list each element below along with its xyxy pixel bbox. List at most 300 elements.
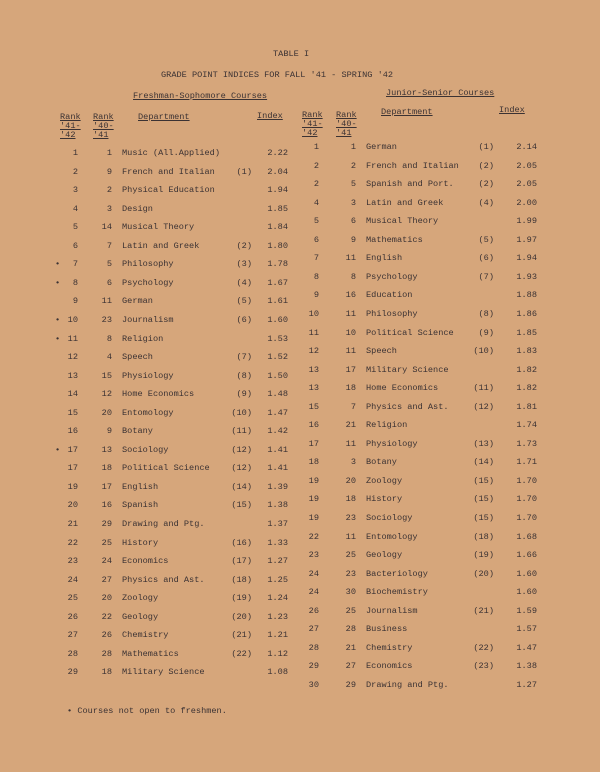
index-cell: 1.85 bbox=[516, 327, 537, 338]
rank-40-41-cell: 9 bbox=[106, 166, 112, 177]
index-rank-cell: (11) bbox=[473, 383, 494, 394]
table-row bbox=[0, 643, 600, 657]
department-cell: Philosophy bbox=[366, 308, 418, 319]
index-rank-cell: (15) bbox=[473, 513, 494, 523]
rank-41-42-cell: 9 bbox=[72, 296, 78, 307]
rank-40-41-cell: 4 bbox=[106, 352, 112, 363]
rank-41-42-cell: 6 bbox=[313, 234, 319, 245]
rank-40-41-cell: 3 bbox=[350, 457, 356, 468]
rank-41-42-cell: 3 bbox=[72, 185, 78, 196]
index-rank-cell: (5) bbox=[236, 296, 252, 307]
rank-40-41-cell: 12 bbox=[101, 389, 112, 400]
table-row bbox=[0, 457, 600, 474]
index-rank-cell: (10) bbox=[473, 346, 494, 357]
index-cell: 1.33 bbox=[267, 537, 288, 548]
department-cell: Spanish and Port. bbox=[366, 179, 454, 190]
index-cell: 1.47 bbox=[267, 407, 288, 418]
index-header: Index bbox=[499, 105, 525, 115]
index-cell: 1.71 bbox=[516, 457, 537, 468]
header-line: Rank bbox=[60, 112, 81, 122]
mark-bullet: • bbox=[55, 314, 61, 325]
index-cell: 2.05 bbox=[516, 160, 537, 171]
department-cell: Bacteriology bbox=[366, 568, 428, 579]
index-cell: 2.14 bbox=[516, 142, 537, 152]
index-rank-cell: (15) bbox=[231, 500, 252, 511]
index-cell: 2.22 bbox=[267, 148, 288, 158]
mark-bullet: • bbox=[55, 259, 61, 270]
index-cell: 1.12 bbox=[267, 648, 288, 659]
department-cell: Geology bbox=[122, 611, 159, 622]
index-rank-cell: (9) bbox=[478, 327, 494, 338]
rank-41-42-cell: 13 bbox=[308, 383, 319, 394]
rank-41-42-cell: 16 bbox=[308, 420, 319, 431]
department-cell: Biochemistry bbox=[366, 587, 428, 598]
index-cell: 1.53 bbox=[267, 333, 288, 344]
rank-41-42-cell: 8 bbox=[72, 277, 78, 288]
rank-41-42-cell: 24 bbox=[308, 568, 319, 579]
department-cell: Drawing and Ptg. bbox=[366, 679, 449, 690]
rank-40-41-cell: 5 bbox=[350, 179, 356, 190]
index-rank-cell: (17) bbox=[231, 556, 252, 567]
index-cell: 1.27 bbox=[516, 679, 537, 690]
rank-40-41-cell: 14 bbox=[101, 222, 112, 233]
table-row bbox=[0, 661, 600, 678]
header-line: '42 bbox=[302, 128, 318, 138]
index-rank-cell: (4) bbox=[236, 277, 252, 288]
rank-41-42-cell: 23 bbox=[67, 556, 78, 567]
rank-40-41-cell: 11 bbox=[345, 438, 356, 449]
rank-40-41-cell: 6 bbox=[350, 216, 356, 227]
rank-40-41-cell: 2 bbox=[106, 185, 112, 196]
rank-40-41-cell: 24 bbox=[101, 556, 112, 567]
index-rank-cell: (22) bbox=[473, 642, 494, 653]
rank-41-42-cell: 2 bbox=[313, 160, 319, 171]
department-cell: Physiology bbox=[122, 370, 174, 381]
table-row bbox=[0, 328, 600, 342]
footnote: • Courses not open to freshmen. bbox=[67, 706, 227, 716]
index-cell: 1.59 bbox=[516, 605, 537, 616]
index-cell: 1.52 bbox=[267, 352, 288, 363]
rank-41-42-cell: 15 bbox=[308, 401, 319, 412]
index-cell: 1.68 bbox=[516, 531, 537, 542]
table-row bbox=[0, 606, 600, 620]
rank-40-41-cell: 18 bbox=[345, 494, 356, 505]
department-cell: Political Science bbox=[366, 327, 454, 338]
table-row bbox=[0, 420, 600, 437]
table-row bbox=[0, 346, 600, 363]
rank-41-42-cell: 26 bbox=[308, 605, 319, 616]
index-cell: 1.80 bbox=[267, 240, 288, 251]
rank-41-42-cell: 13 bbox=[308, 364, 319, 375]
table-row bbox=[0, 290, 600, 307]
rank-41-42-header bbox=[302, 111, 323, 138]
department-cell: Music (All.Applied) bbox=[122, 148, 220, 158]
index-cell: 1.66 bbox=[516, 550, 537, 561]
index-cell: 2.05 bbox=[516, 179, 537, 190]
rank-41-42-cell: 19 bbox=[308, 494, 319, 505]
rank-40-41-cell: 2 bbox=[350, 160, 356, 171]
rank-40-41-cell: 17 bbox=[101, 481, 112, 492]
index-rank-cell: (13) bbox=[473, 438, 494, 449]
rank-41-42-cell: 15 bbox=[67, 407, 78, 418]
rank-40-41-cell: 16 bbox=[101, 500, 112, 511]
index-rank-cell: (14) bbox=[473, 457, 494, 468]
index-rank-cell: (8) bbox=[478, 308, 494, 319]
department-cell: Military Science bbox=[122, 667, 205, 678]
department-cell: History bbox=[366, 494, 403, 505]
rank-40-41-cell: 29 bbox=[101, 519, 112, 529]
rank-40-41-cell: 3 bbox=[106, 203, 112, 214]
department-cell: Speech bbox=[122, 352, 153, 363]
index-cell: 1.42 bbox=[267, 426, 288, 437]
index-cell: 1.86 bbox=[516, 308, 537, 319]
rank-40-41-cell: 1 bbox=[106, 148, 112, 158]
table-row bbox=[0, 142, 600, 156]
index-rank-cell: (7) bbox=[478, 271, 494, 282]
rank-41-42-cell: 9 bbox=[313, 290, 319, 301]
department-header: Department bbox=[381, 107, 433, 117]
rank-41-42-cell: 5 bbox=[72, 222, 78, 233]
rank-41-42-cell: 6 bbox=[72, 240, 78, 251]
rank-41-42-cell: 1 bbox=[313, 142, 319, 152]
rank-40-41-header bbox=[336, 111, 357, 138]
index-cell: 1.84 bbox=[267, 222, 288, 233]
rank-40-41-cell: 6 bbox=[106, 277, 112, 288]
department-cell: Entomology bbox=[366, 531, 418, 542]
rank-41-42-cell: 27 bbox=[308, 624, 319, 635]
index-cell: 1.41 bbox=[267, 444, 288, 455]
department-cell: Mathematics bbox=[366, 234, 423, 245]
department-cell: Economics bbox=[366, 661, 413, 672]
rank-41-42-cell: 12 bbox=[308, 346, 319, 357]
rank-41-42-header bbox=[60, 113, 81, 140]
department-cell: German bbox=[366, 142, 397, 152]
rank-41-42-cell: 13 bbox=[67, 370, 78, 381]
index-rank-cell: (1) bbox=[236, 166, 252, 177]
department-cell: Botany bbox=[122, 426, 153, 437]
rank-41-42-cell: 17 bbox=[308, 438, 319, 449]
index-cell: 1.67 bbox=[267, 277, 288, 288]
index-rank-cell: (6) bbox=[236, 314, 252, 325]
table-row bbox=[0, 532, 600, 546]
rank-41-42-cell: 10 bbox=[67, 314, 78, 325]
rank-40-41-cell: 8 bbox=[106, 333, 112, 344]
rank-40-41-cell: 20 bbox=[101, 593, 112, 604]
index-cell: 1.25 bbox=[267, 574, 288, 585]
rank-40-41-cell: 7 bbox=[106, 240, 112, 251]
header-line: '40- bbox=[93, 121, 114, 131]
rank-40-41-cell: 18 bbox=[101, 667, 112, 678]
index-cell: 1.57 bbox=[516, 624, 537, 635]
rank-41-42-cell: 18 bbox=[308, 457, 319, 468]
index-rank-cell: (21) bbox=[473, 605, 494, 616]
rank-40-41-cell: 8 bbox=[350, 271, 356, 282]
mark-bullet: • bbox=[55, 333, 61, 344]
index-cell: 1.47 bbox=[516, 642, 537, 653]
index-rank-cell: (19) bbox=[473, 550, 494, 561]
department-cell: Mathematics bbox=[122, 648, 179, 659]
rank-41-42-cell: 10 bbox=[308, 308, 319, 319]
department-cell: Speech bbox=[366, 346, 397, 357]
rank-40-41-cell: 22 bbox=[101, 611, 112, 622]
index-cell: 1.81 bbox=[516, 401, 537, 412]
rank-40-41-cell: 28 bbox=[101, 648, 112, 659]
table-row bbox=[0, 513, 600, 527]
rank-41-42-cell: 27 bbox=[67, 630, 78, 641]
department-cell: Physics and Ast. bbox=[122, 574, 205, 585]
rank-41-42-cell: 20 bbox=[67, 500, 78, 511]
rank-41-42-cell: 16 bbox=[67, 426, 78, 437]
department-cell: Business bbox=[366, 624, 408, 635]
index-cell: 2.04 bbox=[267, 166, 288, 177]
rank-40-41-cell: 26 bbox=[101, 630, 112, 641]
index-cell: 1.38 bbox=[267, 500, 288, 511]
index-cell: 1.82 bbox=[516, 383, 537, 394]
index-cell: 1.60 bbox=[516, 568, 537, 579]
index-cell: 1.23 bbox=[267, 611, 288, 622]
rank-41-42-cell: 4 bbox=[72, 203, 78, 214]
index-header: Index bbox=[257, 111, 283, 121]
table-row bbox=[0, 550, 600, 567]
index-cell: 1.97 bbox=[516, 234, 537, 245]
rank-41-42-cell: 19 bbox=[308, 513, 319, 523]
rank-40-41-cell: 17 bbox=[345, 364, 356, 375]
department-cell: Drawing and Ptg. bbox=[122, 519, 205, 529]
rank-40-41-cell: 18 bbox=[101, 463, 112, 474]
department-cell: Chemistry bbox=[122, 630, 169, 641]
index-cell: 1.38 bbox=[516, 661, 537, 672]
table-row bbox=[0, 439, 600, 453]
rank-40-41-cell: 20 bbox=[345, 475, 356, 486]
index-cell: 1.70 bbox=[516, 513, 537, 523]
index-cell: 1.82 bbox=[516, 364, 537, 375]
rank-40-41-cell: 9 bbox=[350, 234, 356, 245]
index-rank-cell: (1) bbox=[478, 142, 494, 152]
index-cell: 1.85 bbox=[267, 203, 288, 214]
rank-41-42-cell: 19 bbox=[67, 481, 78, 492]
department-cell: Spanish bbox=[122, 500, 159, 511]
index-cell: 1.21 bbox=[267, 630, 288, 641]
table-row bbox=[0, 309, 600, 323]
department-cell: Economics bbox=[122, 556, 169, 567]
department-cell: Journalism bbox=[366, 605, 418, 616]
rank-40-41-cell: 23 bbox=[101, 314, 112, 325]
header-line: '41 bbox=[336, 128, 352, 138]
rank-41-42-cell: 28 bbox=[67, 648, 78, 659]
department-cell: Psychology bbox=[122, 277, 174, 288]
rank-41-42-cell: 7 bbox=[72, 259, 78, 270]
index-rank-cell: (2) bbox=[478, 179, 494, 190]
index-rank-cell: (3) bbox=[236, 259, 252, 270]
department-cell: Home Economics bbox=[122, 389, 195, 400]
rank-41-42-cell: 1 bbox=[72, 148, 78, 158]
index-rank-cell: (20) bbox=[473, 568, 494, 579]
department-cell: History bbox=[122, 537, 159, 548]
table-row bbox=[0, 161, 600, 175]
rank-41-42-cell: 30 bbox=[308, 679, 319, 690]
department-cell: Geology bbox=[366, 550, 403, 561]
index-cell: 1.37 bbox=[267, 519, 288, 529]
department-cell: Musical Theory bbox=[122, 222, 195, 233]
table-row bbox=[0, 680, 600, 694]
rank-40-41-cell: 23 bbox=[345, 513, 356, 523]
department-cell: Education bbox=[366, 290, 413, 301]
rank-40-41-cell: 11 bbox=[345, 253, 356, 264]
rank-40-41-cell: 18 bbox=[345, 383, 356, 394]
rank-40-41-cell: 1 bbox=[350, 142, 356, 152]
rank-41-42-cell: 26 bbox=[67, 611, 78, 622]
rank-41-42-cell: 19 bbox=[308, 475, 319, 486]
index-cell: 1.08 bbox=[267, 667, 288, 678]
rank-40-41-cell: 29 bbox=[345, 679, 356, 690]
rank-40-41-cell: 9 bbox=[106, 426, 112, 437]
index-rank-cell: (14) bbox=[231, 481, 252, 492]
rank-41-42-cell: 22 bbox=[308, 531, 319, 542]
department-cell: Latin and Greek bbox=[366, 197, 444, 208]
index-cell: 1.70 bbox=[516, 475, 537, 486]
junior-senior-heading: Junior-Senior Courses bbox=[386, 88, 495, 98]
table-row bbox=[0, 198, 600, 212]
rank-40-41-cell: 21 bbox=[345, 420, 356, 431]
table-row bbox=[0, 587, 600, 604]
rank-40-41-cell: 25 bbox=[345, 605, 356, 616]
index-cell: 1.50 bbox=[267, 370, 288, 381]
department-cell: German bbox=[122, 296, 153, 307]
department-cell: Physics and Ast. bbox=[366, 401, 449, 412]
index-cell: 1.48 bbox=[267, 389, 288, 400]
rank-41-42-cell: 5 bbox=[313, 216, 319, 227]
table-row bbox=[0, 494, 600, 511]
index-cell: 1.70 bbox=[516, 494, 537, 505]
index-cell: 1.78 bbox=[267, 259, 288, 270]
freshman-sophomore-heading: Freshman-Sophomore Courses bbox=[133, 91, 268, 101]
header-line: '41- bbox=[60, 121, 81, 131]
index-rank-cell: (5) bbox=[478, 234, 494, 245]
rank-40-41-cell: 10 bbox=[345, 327, 356, 338]
rank-40-41-cell: 27 bbox=[101, 574, 112, 585]
department-cell: English bbox=[366, 253, 403, 264]
department-cell: Design bbox=[122, 203, 153, 214]
header-line: '41 bbox=[93, 130, 109, 140]
index-rank-cell: (10) bbox=[231, 407, 252, 418]
department-cell: Zoology bbox=[366, 475, 403, 486]
rank-41-42-cell: 22 bbox=[67, 537, 78, 548]
table-row bbox=[0, 402, 600, 416]
index-cell: 1.60 bbox=[516, 587, 537, 598]
index-cell: 1.88 bbox=[516, 290, 537, 301]
index-rank-cell: (15) bbox=[473, 494, 494, 505]
rank-40-41-cell: 27 bbox=[345, 661, 356, 672]
rank-40-41-cell: 21 bbox=[345, 642, 356, 653]
index-cell: 1.94 bbox=[516, 253, 537, 264]
department-header: Department bbox=[138, 112, 190, 122]
rank-41-42-cell: 11 bbox=[308, 327, 319, 338]
index-cell: 1.24 bbox=[267, 593, 288, 604]
rank-41-42-cell: 17 bbox=[67, 463, 78, 474]
department-cell: Religion bbox=[122, 333, 164, 344]
index-rank-cell: (19) bbox=[231, 593, 252, 604]
index-cell: 2.00 bbox=[516, 197, 537, 208]
department-cell: Botany bbox=[366, 457, 397, 468]
index-rank-cell: (22) bbox=[231, 648, 252, 659]
rank-40-41-cell: 13 bbox=[101, 444, 112, 455]
mark-bullet: • bbox=[55, 444, 61, 455]
index-rank-cell: (2) bbox=[478, 160, 494, 171]
department-cell: Psychology bbox=[366, 271, 418, 282]
header-line: '41- bbox=[302, 119, 323, 129]
rank-40-41-cell: 11 bbox=[345, 346, 356, 357]
table-row bbox=[0, 569, 600, 583]
department-cell: Latin and Greek bbox=[122, 240, 200, 251]
index-cell: 1.60 bbox=[267, 314, 288, 325]
index-rank-cell: (12) bbox=[231, 463, 252, 474]
index-cell: 1.39 bbox=[267, 481, 288, 492]
table-row bbox=[0, 476, 600, 490]
index-rank-cell: (20) bbox=[231, 611, 252, 622]
department-cell: French and Italian bbox=[366, 160, 459, 171]
index-rank-cell: (12) bbox=[473, 401, 494, 412]
index-rank-cell: (8) bbox=[236, 370, 252, 381]
rank-41-42-cell: 23 bbox=[308, 550, 319, 561]
index-cell: 1.94 bbox=[267, 185, 288, 196]
department-cell: Sociology bbox=[122, 444, 169, 455]
index-rank-cell: (18) bbox=[473, 531, 494, 542]
department-cell: Chemistry bbox=[366, 642, 413, 653]
header-line: Rank bbox=[336, 110, 357, 120]
rank-41-42-cell: 12 bbox=[67, 352, 78, 363]
rank-40-41-cell: 28 bbox=[345, 624, 356, 635]
index-rank-cell: (11) bbox=[231, 426, 252, 437]
header-line: Rank bbox=[93, 112, 114, 122]
rank-41-42-cell: 14 bbox=[67, 389, 78, 400]
department-cell: Sociology bbox=[366, 513, 413, 523]
table-row bbox=[0, 272, 600, 286]
index-cell: 1.61 bbox=[267, 296, 288, 307]
department-cell: Political Science bbox=[122, 463, 210, 474]
table-row bbox=[0, 179, 600, 196]
rank-41-42-cell: 29 bbox=[308, 661, 319, 672]
table-label: TABLE I bbox=[273, 49, 310, 59]
table-row bbox=[0, 253, 600, 270]
index-rank-cell: (7) bbox=[236, 352, 252, 363]
department-cell: Physiology bbox=[366, 438, 418, 449]
index-cell: 1.83 bbox=[516, 346, 537, 357]
department-cell: Religion bbox=[366, 420, 408, 431]
rank-41-42-cell: 2 bbox=[313, 179, 319, 190]
rank-40-41-cell: 7 bbox=[350, 401, 356, 412]
rank-41-42-cell: 28 bbox=[308, 642, 319, 653]
rank-40-41-cell: 25 bbox=[345, 550, 356, 561]
department-cell: Military Science bbox=[366, 364, 449, 375]
table-row bbox=[0, 383, 600, 400]
rank-41-42-cell: 17 bbox=[67, 444, 78, 455]
department-cell: Home Economics bbox=[366, 383, 439, 394]
rank-41-42-cell: 8 bbox=[313, 271, 319, 282]
page-title: GRADE POINT INDICES FOR FALL '41 - SPRING '42 bbox=[161, 70, 394, 80]
index-rank-cell: (4) bbox=[478, 197, 494, 208]
header-line: '40- bbox=[336, 119, 357, 129]
index-rank-cell: (15) bbox=[473, 475, 494, 486]
rank-40-41-cell: 11 bbox=[345, 308, 356, 319]
rank-40-41-cell: 3 bbox=[350, 197, 356, 208]
rank-40-41-cell: 20 bbox=[101, 407, 112, 418]
index-rank-cell: (16) bbox=[231, 537, 252, 548]
rank-41-42-cell: 4 bbox=[313, 197, 319, 208]
table-row bbox=[0, 624, 600, 641]
department-cell: Physical Education bbox=[122, 185, 215, 196]
index-rank-cell: (21) bbox=[231, 630, 252, 641]
table-row bbox=[0, 216, 600, 233]
